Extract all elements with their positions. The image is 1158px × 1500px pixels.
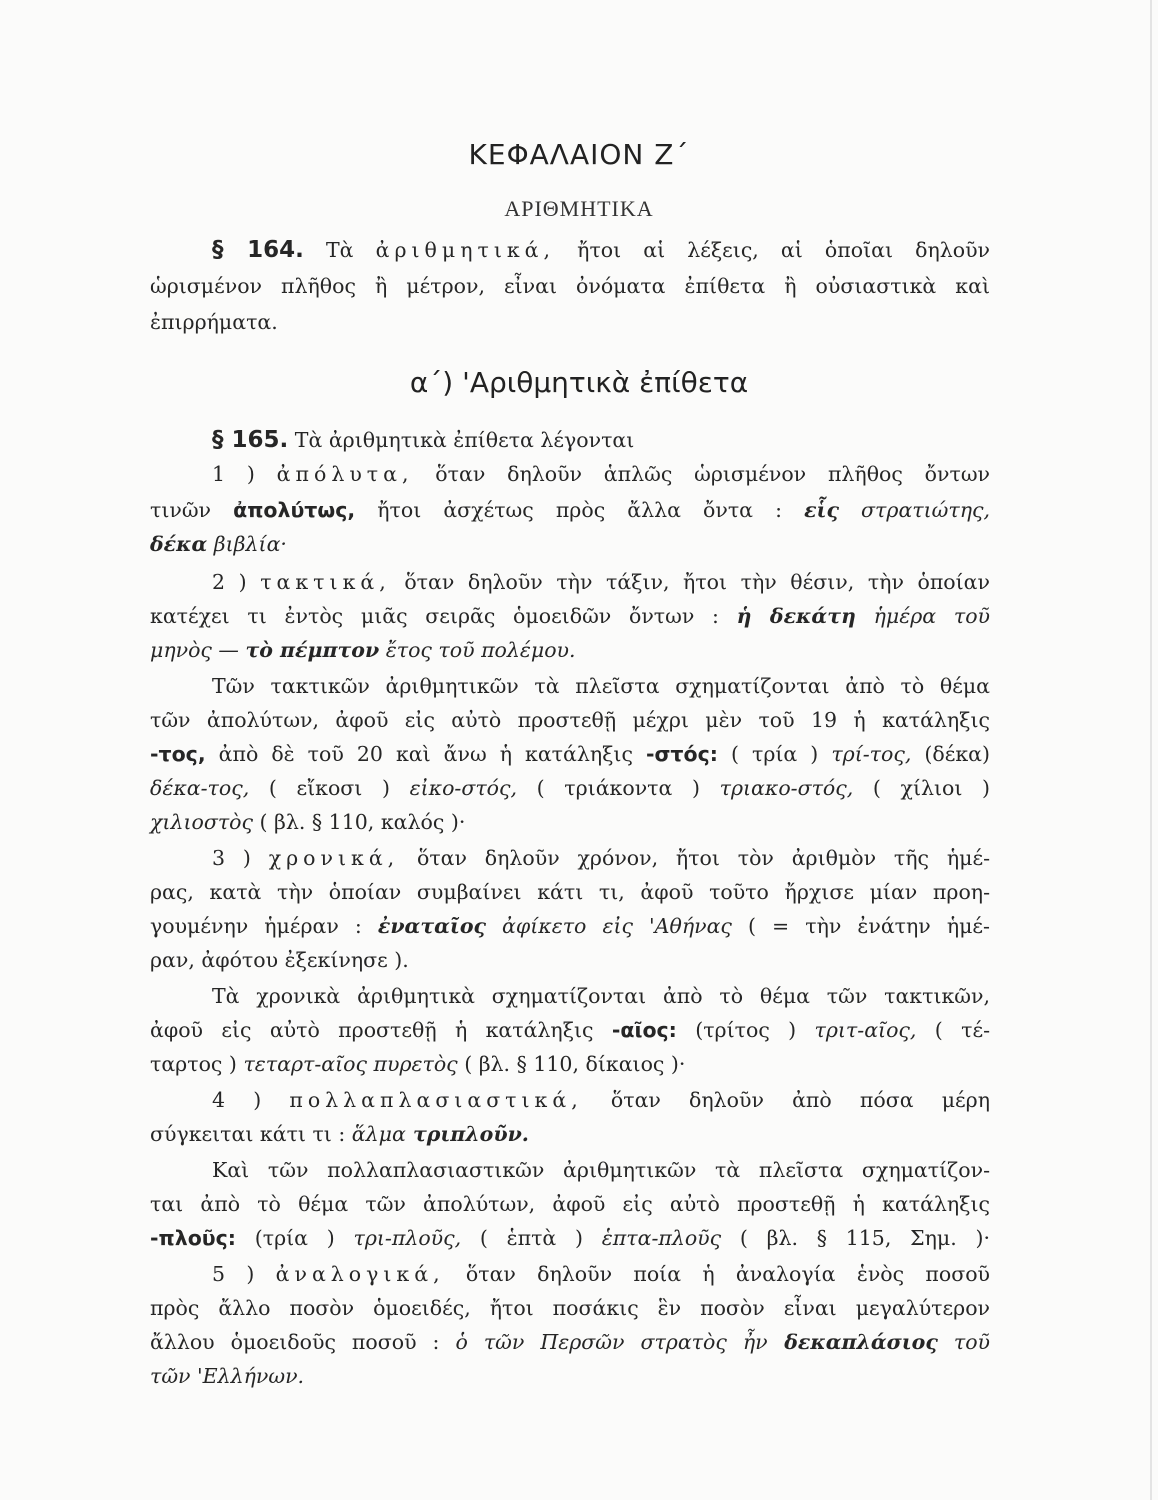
text-run: ὡρισμένον πλῆθος ἢ μέτρον, εἶναι ὀνόματα ἐπίθετα ἢ οὐσιαστικὰ καὶ [150,274,990,298]
suffix: -πλοῦς: [150,1226,236,1250]
tactical-rule-line-1 [212,670,990,702]
text-run: σύγκειται κάτι τι : [150,1122,352,1146]
page-edge [1150,0,1152,1500]
text-run: ὅταν δηλοῦν ἁπλῶς ὡρισμένον πλῆθος ὄντων [413,462,990,486]
item-number: 3 ) [212,846,269,870]
example-italic: τριτ-αῖος, [814,1018,917,1042]
item-5-line-1 [212,1258,990,1290]
item-2-line-2 [150,600,990,632]
text-run: ( χίλιοι ) [853,776,991,800]
item-5-line-2 [150,1292,990,1324]
text-run: Τὰ [303,238,376,262]
item-3-line-1 [212,842,990,874]
spaced-term: τακτικά, [260,570,391,594]
item-3-line-2 [150,876,990,908]
text-run: ὅταν δηλοῦν ἀπὸ πόσα μέρη [582,1088,990,1112]
chrono-rule-line-2 [150,1014,990,1046]
item-number: 4 ) [212,1088,290,1112]
example-italic: δέκα-τος, [150,776,250,800]
bold-term: ἀπολύτως, [233,498,356,522]
spaced-term: ἀναλογικά, [275,1262,445,1286]
spaced-term: πολλαπλασιαστικά, [289,1088,583,1112]
chrono-rule-line-3 [150,1048,990,1080]
text-run: ( βλ. § 110, δίκαιος )· [457,1052,686,1076]
example-bold: ἐναταῖος [377,914,486,938]
item-2-line-3 [150,634,990,666]
example-bold: ἡ δεκάτη [736,604,856,628]
text-run: ὅταν δηλοῦν χρόνον, ἤτοι τὸν ἀριθμὸν τῆς ἡμέ- [399,846,990,870]
example-italic: ἡμέρα τοῦ [855,604,991,628]
item-number: 5 ) [212,1262,276,1286]
example-italic: τρί-τος, [831,742,912,766]
item-4-line-1 [212,1084,990,1116]
item-1-line-3 [150,528,990,560]
text-run: ( τριάκοντα ) [517,776,720,800]
tactical-rule-line-5 [150,806,990,838]
tactical-rule-line-4 [150,772,990,804]
text-run: ἄλλου ὁμοειδοῦς ποσοῦ : [150,1330,456,1354]
multiplicative-rule-line-2 [150,1188,990,1220]
item-4-line-2 [150,1118,990,1150]
text-run: (τρίτος ) [676,1018,815,1042]
example-italic: βιβλία· [207,532,287,556]
text-run: (τρία ) [235,1226,354,1250]
example-bold: δέκα [150,532,208,556]
example-italic: χιλιοστὸς [150,810,253,834]
text-run: ται ἀπὸ τὸ θέμα τῶν ἀπολύτων, ἀφοῦ εἰς αὐτὸ προστεθῇ ἡ κατάληξις [150,1192,990,1216]
item-number: 2 ) [212,570,261,594]
example-italic: τῶν 'Ελλήνων. [150,1364,305,1388]
text-run: ( βλ. § 115, Σημ. )· [721,1226,990,1250]
example-italic: ἑπτα-πλοῦς [601,1226,722,1250]
tactical-rule-line-2 [150,704,990,736]
example-bold: εἷς [804,498,839,522]
text-run: πρὸς ἄλλο ποσὸν ὁμοειδές, ἤτοι ποσάκις ἓν ποσὸν εἶναι μεγαλύτερον [150,1296,990,1320]
text-run: (δέκα) [911,742,990,766]
text-run: ( τρία ) [717,742,832,766]
item-number: 1 ) [212,462,277,486]
text-run: Τὰ ἀριθμητικὰ ἐπίθετα λέγονται [288,428,635,452]
example-bold: δεκαπλάσιος [767,1330,938,1354]
text-run: ( ἑπτὰ ) [461,1226,602,1250]
item-1-line-1 [212,458,990,490]
section-heading: α΄) 'Αριθμητικὰ ἐπίθετα [409,366,749,399]
text-run: ἀφοῦ εἰς αὐτὸ προστεθῇ ἡ κατάληξις [150,1018,612,1042]
example-bold: τριπλοῦν. [405,1122,529,1146]
text-run: τινῶν [150,498,234,522]
paragraph-164-line-2 [150,270,990,302]
example-italic: τριακο-στός, [719,776,854,800]
text-run: γουμένην ἡμέραν : [150,914,378,938]
suffix: -τος, [150,742,206,766]
text-run: ἐπιρρήματα. [150,310,278,334]
text-run: ταρτος ) [150,1052,244,1076]
example-italic: στρατιώτης, [838,498,990,522]
item-5-line-4 [150,1360,990,1392]
example-italic: ἅλμα [351,1122,406,1146]
text-run: ὅταν δηλοῦν τὴν τάξιν, ἤτοι τὴν θέσιν, τὴν ὁποίαν [390,570,990,594]
section-number: § 164. [212,237,304,263]
text-run: Καὶ τῶν πολλαπλασιαστικῶν ἀριθμητικῶν τὰ πλεῖστα σχηματίζον- [212,1158,990,1182]
text-run: ἀπὸ δὲ τοῦ 20 καὶ ἄνω ἡ κατάληξις [205,742,646,766]
example-italic: τεταρτ-αῖος πυρετὸς [243,1052,458,1076]
text-run: ἤτοι αἱ λέξεις, αἱ ὁποῖαι δηλοῦν [555,238,990,262]
multiplicative-rule-line-1 [212,1154,990,1186]
text-run: ὅταν δηλοῦν ποία ἡ ἀναλογία ἑνὸς ποσοῦ [444,1262,991,1286]
example-italic: μηνὸς — [150,638,246,662]
item-1-line-2 [150,494,990,526]
example-italic: εἰκο-στός, [409,776,518,800]
suffix: -στός: [645,742,718,766]
text-run: τῶν ἀπολύτων, ἀφοῦ εἰς αὐτὸ προστεθῇ μέχρι μὲν τοῦ 19 ἡ κατάληξις [150,708,990,732]
text-run: ( τέ- [916,1018,990,1042]
item-3-line-3 [150,910,990,942]
item-2-line-1 [212,566,990,598]
text-run: ( εἴκοσι ) [249,776,410,800]
tactical-rule-line-3 [150,738,990,770]
text-run: ἤτοι ἀσχέτως πρὸς ἄλλα ὄντα : [355,498,805,522]
example-italic: ἔτος τοῦ πολέμου. [379,638,576,662]
spaced-term: ἀριθμητικά, [375,238,556,262]
text-run: κατέχει τι ἐντὸς μιᾶς σειρᾶς ὁμοειδῶν ὄντων : [150,604,737,628]
text-run: ( βλ. § 110, καλός )· [253,810,466,834]
chrono-rule-line-1 [212,980,990,1012]
chapter-title: ΚΕΦΑΛΑΙΟΝ Ζ΄ [468,138,690,171]
paragraph-164-line-3 [150,306,990,338]
suffix: -αῖος: [611,1018,677,1042]
example-italic: τρι-πλοῦς, [353,1226,462,1250]
item-3-line-4 [150,944,990,976]
text-run: Τὰ χρονικὰ ἀριθμητικὰ σχηματίζονται ἀπὸ τὸ θέμα τῶν τακτικῶν, [212,984,990,1008]
example-italic: τοῦ [937,1330,990,1354]
multiplicative-rule-line-3 [150,1222,990,1254]
text-run: ( = τὴν ἐνάτην ἡμέ- [731,914,990,938]
text-run: Τῶν τακτικῶν ἀριθμητικῶν τὰ πλεῖστα σχηματίζονται ἀπὸ τὸ θέμα [212,674,990,698]
chapter-subtitle: ΑΡΙΘΜΗΤΙΚΑ [504,196,654,221]
item-5-line-3 [150,1326,990,1358]
paragraph-165-line-1 [212,424,990,456]
section-number: § 165. [212,427,289,453]
spaced-term: ἀπόλυτα, [276,462,414,486]
text-run: ρας, κατὰ τὴν ὁποίαν συμβαίνει κάτι τι, ἀφοῦ τοῦτο ἤρχισε μίαν προη- [150,880,990,904]
example-bold: τὸ πέμπτον [245,638,380,662]
paragraph-164-line-1 [212,234,990,266]
spaced-term: χρονικά, [268,846,400,870]
example-italic: ὁ τῶν Περσῶν στρατὸς ἦν [455,1330,768,1354]
example-italic: ἀφίκετο εἰς 'Αθήνας [485,914,732,938]
text-run: ραν, ἀφότου ἐξεκίνησε ). [150,948,409,972]
